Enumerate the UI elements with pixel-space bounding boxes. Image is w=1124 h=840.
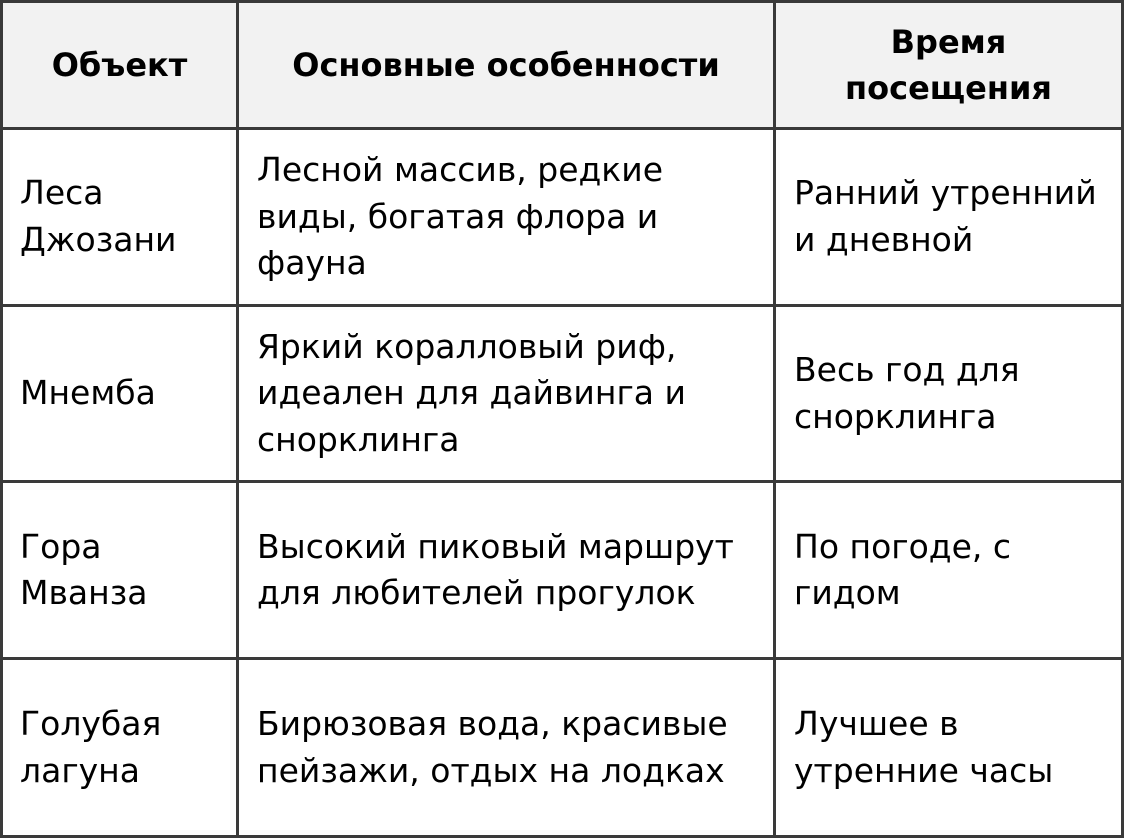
table-body bbox=[2, 129, 1123, 837]
cell-features: Яркий коралловый риф, идеален для дайвинга и снорклинга bbox=[238, 305, 775, 482]
cell-visit-time: По погоде, с гидом bbox=[775, 482, 1123, 659]
cell-object: Мнемба bbox=[2, 305, 238, 482]
cell-object: Леса Джозани bbox=[2, 129, 238, 306]
cell-visit-time: Ранний утренний и дневной bbox=[775, 129, 1123, 306]
header-row bbox=[2, 2, 1123, 129]
header-features: Основные особенности bbox=[238, 2, 775, 129]
cell-object: Гора Мванза bbox=[2, 482, 238, 659]
header-visit-time: Время посещения bbox=[775, 2, 1123, 129]
table-row bbox=[2, 482, 1123, 659]
table-header bbox=[2, 2, 1123, 129]
cell-features: Бирюзовая вода, красивые пейзажи, отдых на лодках bbox=[238, 659, 775, 837]
cell-features: Лесной массив, редкие виды, богатая флора и фауна bbox=[238, 129, 775, 306]
table-row bbox=[2, 305, 1123, 482]
cell-object: Голубая лагуна bbox=[2, 659, 238, 837]
cell-features: Высокий пиковый маршрут для любителей прогулок bbox=[238, 482, 775, 659]
cell-visit-time: Весь год для снорклинга bbox=[775, 305, 1123, 482]
cell-visit-time: Лучшее в утренние часы bbox=[775, 659, 1123, 837]
table-row bbox=[2, 659, 1123, 837]
header-object: Объект bbox=[2, 2, 238, 129]
table-row bbox=[2, 129, 1123, 306]
